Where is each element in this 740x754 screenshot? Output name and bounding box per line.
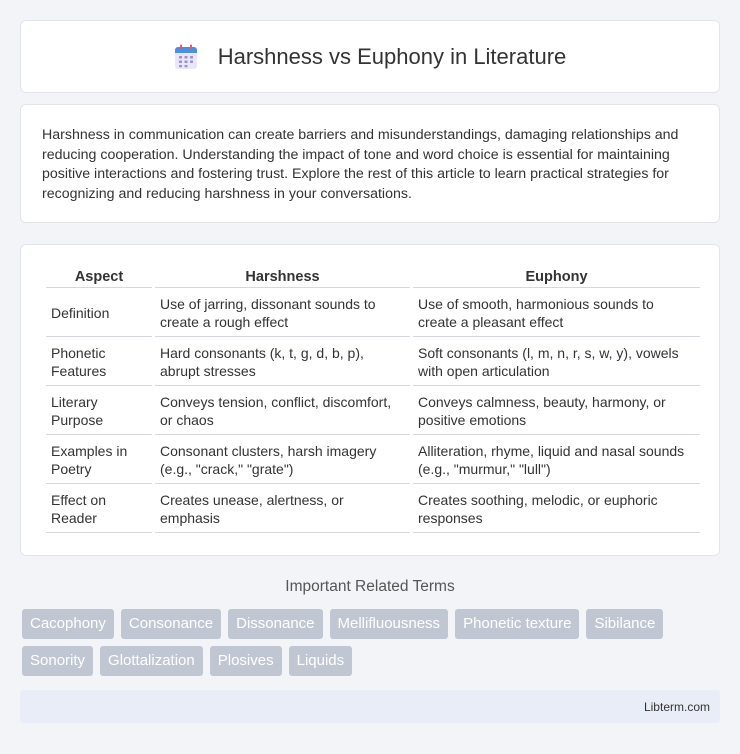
page-title: Harshness vs Euphony in Literature <box>217 43 567 69</box>
tag-consonance[interactable]: Consonance <box>121 609 221 639</box>
header-euphony: Euphony <box>413 266 700 288</box>
tag-phonetic-texture[interactable]: Phonetic texture <box>455 609 579 639</box>
comparison-table <box>43 266 703 533</box>
row-euphony: Creates soothing, melodic, or euphoric responses <box>413 484 700 533</box>
row-harshness: Hard consonants (k, t, g, d, b, p), abrupt stresses <box>155 337 410 386</box>
row-harshness: Creates unease, alertness, or emphasis <box>155 484 410 533</box>
row-aspect: Effect on Reader <box>46 484 152 533</box>
row-euphony: Alliteration, rhyme, liquid and nasal sounds (e.g., "murmur," "lull") <box>413 435 700 484</box>
table-header-row <box>46 266 700 288</box>
tag-sonority[interactable]: Sonority <box>22 646 93 676</box>
tag-liquids[interactable]: Liquids <box>289 646 353 676</box>
row-aspect: Definition <box>46 288 152 337</box>
comparison-table-card <box>20 244 720 556</box>
tag-plosives[interactable]: Plosives <box>210 646 282 676</box>
title-wrap <box>174 44 567 70</box>
header-harshness: Harshness <box>155 266 410 288</box>
header-aspect: Aspect <box>46 266 152 288</box>
calendar-icon <box>174 44 198 70</box>
footer <box>20 690 720 723</box>
table-row <box>46 484 700 533</box>
row-aspect: Phonetic Features <box>46 337 152 386</box>
tag-sibilance[interactable]: Sibilance <box>586 609 663 639</box>
intro-paragraph: Harshness in communication can create barriers and misunderstandings, damaging relationships and reducing cooperation. Understanding the impact of tone and word choice is essential for maintaining positive interactions and fostering trust. Explore the rest of this article to learn practical strategies for recognizing and reducing harshness in your conversations. <box>42 127 679 202</box>
table-row <box>46 386 700 435</box>
tag-mellifluousness[interactable]: Mellifluousness <box>330 609 449 639</box>
tag-glottalization[interactable]: Glottalization <box>100 646 203 676</box>
row-harshness: Consonant clusters, harsh imagery (e.g., "crack," "grate") <box>155 435 410 484</box>
table-row <box>46 435 700 484</box>
footer-site-link[interactable]: Libterm.com <box>643 699 710 714</box>
row-aspect: Examples in Poetry <box>46 435 152 484</box>
table-row <box>46 337 700 386</box>
row-euphony: Soft consonants (l, m, n, r, s, w, y), vowels with open articulation <box>413 337 700 386</box>
intro-card <box>20 104 720 223</box>
related-terms-title: Important Related Terms <box>285 578 455 595</box>
row-aspect: Literary Purpose <box>46 386 152 435</box>
table-row <box>46 288 700 337</box>
tag-dissonance[interactable]: Dissonance <box>228 609 322 639</box>
related-terms-tags <box>22 609 722 676</box>
row-euphony: Conveys calmness, beauty, harmony, or positive emotions <box>413 386 700 435</box>
row-harshness: Conveys tension, conflict, discomfort, or chaos <box>155 386 410 435</box>
row-harshness: Use of jarring, dissonant sounds to create a rough effect <box>155 288 410 337</box>
row-euphony: Use of smooth, harmonious sounds to create a pleasant effect <box>413 288 700 337</box>
tag-cacophony[interactable]: Cacophony <box>22 609 114 639</box>
header-card <box>20 20 720 93</box>
